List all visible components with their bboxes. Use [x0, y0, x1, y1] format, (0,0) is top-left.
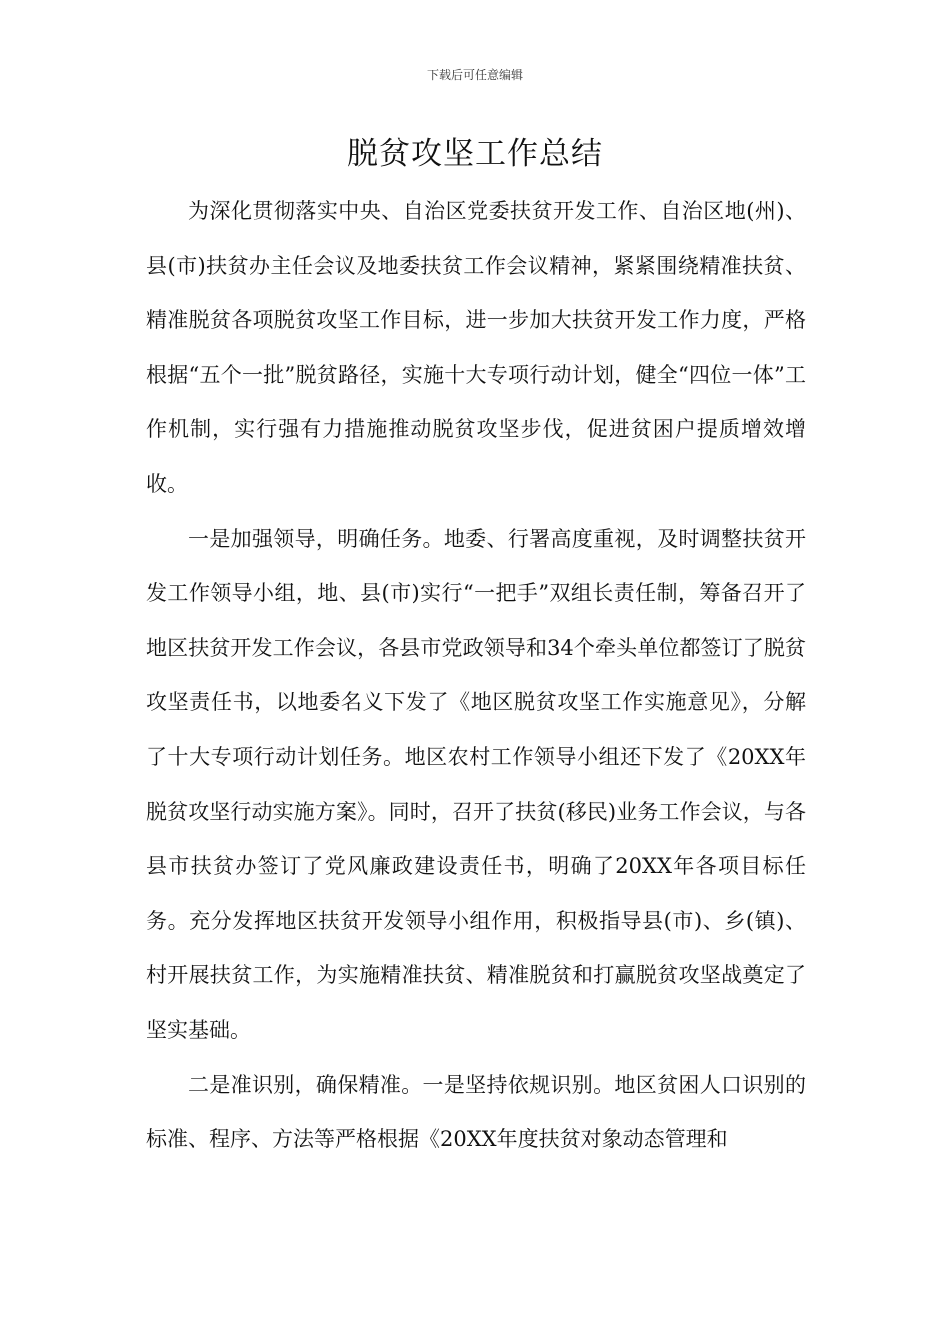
- paragraph-identification: 二是准识别，确保精准。一是坚持依规识别。地区贫困人口识别的标准、程序、方法等严格根据《20XX年度扶贫对象动态管理和: [146, 1072, 806, 1152]
- paragraph-leadership: 一是加强领导，明确任务。地委、行署高度重视，及时调整扶贫开发工作领导小组，地、县(市)实行“一把手”双组长责任制，筹备召开了地区扶贫开发工作会议，各县市党政领导和34个牵头单位都签订了脱贫攻坚责任书，以地委名义下发了《地区脱贫攻坚工作实施意见》，分解了十大专项行动计划任务。地区农村工作领导小组还下发了《20XX年脱贫攻坚行动实施方案》。同时，召开了扶贫(移民)业务工作会议，与各县市扶贫办签订了党风廉政建设责任书，明确了20XX年各项目标任务。充分发挥地区扶贫开发领导小组作用，积极指导县(市)、乡(镇)、村开展扶贫工作，为实施精准扶贫、精准脱贫和打赢脱贫攻坚战奠定了坚实基础。: [146, 526, 806, 1042]
- header-note: 下载后可任意编辑: [426, 68, 523, 82]
- document-title: 脱贫攻坚工作总结: [347, 136, 603, 172]
- document-body: [146, 184, 806, 1167]
- paragraph-intro: 为深化贯彻落实中央、自治区党委扶贫开发工作、自治区地(州)、县(市)扶贫办主任会议及地委扶贫工作会议精神，紧紧围绕精准扶贫、精准脱贫各项脱贫攻坚工作目标，进一步加大扶贫开发工作力度，严格根据“五个一批”脱贫路径，实施十大专项行动计划，健全“四位一体”工作机制，实行强有力措施推动脱贫攻坚步伐，促进贫困户提质增效增收。: [146, 199, 806, 496]
